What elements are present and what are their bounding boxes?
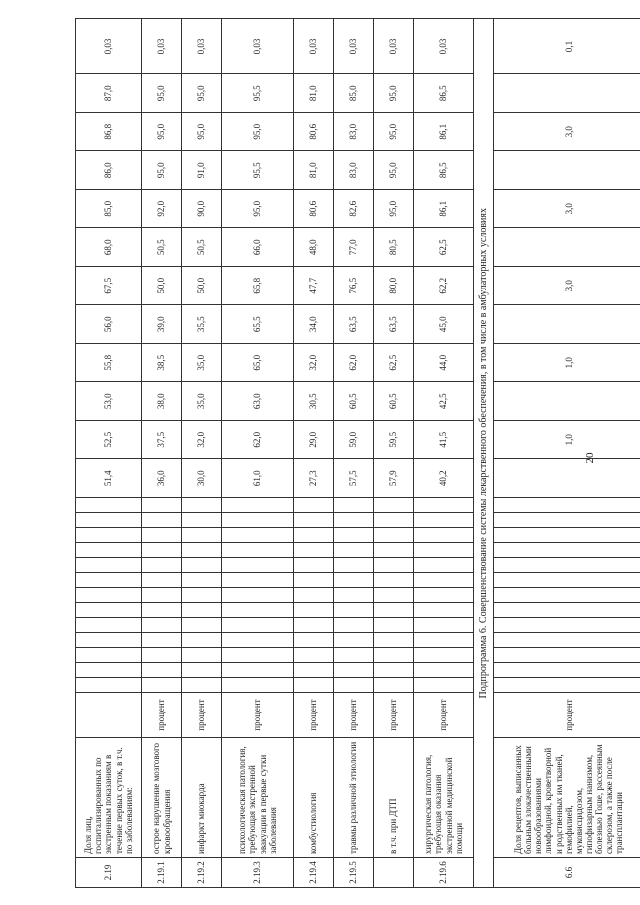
row-value [374, 498, 414, 513]
row-value [334, 513, 374, 528]
row-name: комбустиология [294, 738, 334, 858]
row-value: 86,0 [76, 151, 142, 190]
row-value [142, 558, 182, 573]
row-value [142, 648, 182, 663]
row-value: 95,0 [374, 74, 414, 113]
row-value: 66,0 [222, 228, 294, 267]
row-value [222, 513, 294, 528]
row-value: 62,2 [414, 267, 474, 306]
row-value [374, 543, 414, 558]
row-value [76, 573, 142, 588]
row-value [494, 498, 640, 513]
row-name: хирургическая патология, требующая оказания экстренной медицинской помощи [414, 738, 474, 858]
row-value [494, 228, 640, 267]
row-value [182, 663, 222, 678]
row-value [374, 633, 414, 648]
row-value [334, 603, 374, 618]
row-number: 6.6 [494, 858, 640, 888]
row-value [142, 603, 182, 618]
row-value [374, 588, 414, 603]
row-unit: процент [222, 693, 294, 738]
row-value: 0,03 [182, 19, 222, 74]
row-value: 51,4 [76, 459, 142, 498]
row-value [142, 618, 182, 633]
row-unit: процент [374, 693, 414, 738]
row-value: 65,5 [222, 305, 294, 344]
row-value: 59,0 [334, 421, 374, 460]
row-value [222, 528, 294, 543]
row-value: 50,0 [182, 267, 222, 306]
row-value: 81,0 [294, 151, 334, 190]
row-value: 92,0 [142, 190, 182, 229]
row-value [494, 305, 640, 344]
row-value: 50,5 [142, 228, 182, 267]
row-value: 0,03 [222, 19, 294, 74]
row-value: 35,0 [182, 344, 222, 383]
row-value: 90,0 [182, 190, 222, 229]
row-name: Доля лиц, госпитализированных по экстренным показаниям в течение первых суток, в т.ч. по заболеваниям: [76, 738, 142, 858]
table-row [494, 19, 640, 888]
row-value [374, 513, 414, 528]
row-value: 40,2 [414, 459, 474, 498]
row-value [334, 618, 374, 633]
row-value [374, 603, 414, 618]
row-value [414, 633, 474, 648]
row-value: 63,5 [374, 305, 414, 344]
row-value: 95,0 [222, 190, 294, 229]
row-value [182, 513, 222, 528]
table-row [374, 19, 414, 888]
row-value [494, 618, 640, 633]
row-value [142, 573, 182, 588]
row-name: в т.ч. при ДТП [374, 738, 414, 858]
row-unit: процент [294, 693, 334, 738]
row-value [182, 648, 222, 663]
row-value: 62,5 [414, 228, 474, 267]
row-value: 30,0 [182, 459, 222, 498]
row-value: 86,5 [414, 151, 474, 190]
table-row [76, 19, 142, 888]
row-value: 29,0 [294, 421, 334, 460]
row-value [414, 513, 474, 528]
row-unit: процент [142, 693, 182, 738]
table-body-top [76, 19, 474, 888]
row-value: 83,0 [334, 113, 374, 152]
row-value [294, 573, 334, 588]
row-value: 82,6 [334, 190, 374, 229]
row-value: 76,5 [334, 267, 374, 306]
row-value [334, 663, 374, 678]
row-value: 77,0 [334, 228, 374, 267]
row-number: 2.19.3 [222, 858, 294, 888]
row-value [294, 633, 334, 648]
row-value: 53,0 [76, 382, 142, 421]
row-unit: процент [414, 693, 474, 738]
row-value [294, 528, 334, 543]
row-value [222, 603, 294, 618]
row-value: 60,5 [374, 382, 414, 421]
row-value [494, 459, 640, 498]
row-number: 2.19.1 [142, 858, 182, 888]
row-value: 37,5 [142, 421, 182, 460]
row-value [222, 663, 294, 678]
row-value [334, 648, 374, 663]
row-value: 86,1 [414, 190, 474, 229]
row-number: 2.19.2 [182, 858, 222, 888]
row-value: 34,0 [294, 305, 334, 344]
row-value: 95,0 [222, 113, 294, 152]
row-value [222, 648, 294, 663]
row-value: 95,5 [222, 151, 294, 190]
row-value: 57,5 [334, 459, 374, 498]
row-value [494, 528, 640, 543]
row-value [76, 663, 142, 678]
row-value [494, 74, 640, 113]
row-value [334, 588, 374, 603]
row-value: 55,8 [76, 344, 142, 383]
row-value [182, 618, 222, 633]
row-value: 0,03 [374, 19, 414, 74]
row-value [414, 588, 474, 603]
row-value: 80,6 [294, 113, 334, 152]
row-value: 45,0 [414, 305, 474, 344]
row-value [222, 618, 294, 633]
row-value: 68,0 [76, 228, 142, 267]
row-value [142, 663, 182, 678]
table-row [414, 19, 474, 888]
row-value: 0,03 [294, 19, 334, 74]
page-number: 20 [584, 452, 596, 464]
row-value: 95,0 [142, 113, 182, 152]
row-value: 80,6 [294, 190, 334, 229]
row-value [76, 648, 142, 663]
table-row [142, 19, 182, 888]
row-value: 63,5 [334, 305, 374, 344]
row-value [294, 648, 334, 663]
row-value [142, 588, 182, 603]
row-value [76, 558, 142, 573]
row-value: 0,03 [142, 19, 182, 74]
row-value: 65,8 [222, 267, 294, 306]
row-value [182, 498, 222, 513]
row-value: 44,0 [414, 344, 474, 383]
table-row [222, 19, 294, 888]
row-value [294, 663, 334, 678]
row-value [294, 588, 334, 603]
row-value [494, 513, 640, 528]
row-value [414, 648, 474, 663]
row-value: 87,0 [76, 74, 142, 113]
row-value [222, 558, 294, 573]
row-value: 86,1 [414, 113, 474, 152]
row-value: 95,0 [374, 190, 414, 229]
row-value [414, 678, 474, 693]
row-value [334, 543, 374, 558]
row-value: 0,1 [494, 19, 640, 74]
row-unit [76, 693, 142, 738]
row-value: 32,0 [182, 421, 222, 460]
row-value: 95,0 [182, 113, 222, 152]
row-value [334, 573, 374, 588]
row-value: 27,3 [294, 459, 334, 498]
indicators-table [75, 19, 640, 889]
row-name: инфаркт миокарда [182, 738, 222, 858]
row-value [294, 513, 334, 528]
row-value [142, 528, 182, 543]
row-value: 81,0 [294, 74, 334, 113]
row-value: 80,5 [374, 228, 414, 267]
row-value: 3,0 [494, 190, 640, 229]
row-value [76, 618, 142, 633]
row-value [494, 648, 640, 663]
row-value: 95,0 [374, 113, 414, 152]
row-value [334, 498, 374, 513]
row-value: 1,0 [494, 421, 640, 460]
row-value [494, 573, 640, 588]
row-value [182, 588, 222, 603]
row-value [494, 558, 640, 573]
row-number: 2.19 [76, 858, 142, 888]
section-title: Подпрограмма 6. Совершенствование системы лекарственного обеспечения, в том числе в амбулаторных условиях [474, 19, 494, 888]
row-value: 3,0 [494, 267, 640, 306]
row-value [494, 633, 640, 648]
row-value: 59,5 [374, 421, 414, 460]
row-value: 63,0 [222, 382, 294, 421]
row-value [374, 663, 414, 678]
row-value [294, 603, 334, 618]
row-value: 35,0 [182, 382, 222, 421]
row-value [142, 633, 182, 648]
row-value [494, 543, 640, 558]
row-unit: процент [182, 693, 222, 738]
row-value [76, 498, 142, 513]
row-value: 91,0 [182, 151, 222, 190]
row-value [414, 618, 474, 633]
row-value [222, 573, 294, 588]
row-value [494, 663, 640, 678]
row-value: 95,0 [142, 74, 182, 113]
row-value [374, 648, 414, 663]
row-value: 50,5 [182, 228, 222, 267]
row-name: психологическая патология, требующая экстренной эвакуации в первые сутки заболевания [222, 738, 294, 858]
row-value [142, 498, 182, 513]
row-value: 3,0 [494, 113, 640, 152]
row-value [222, 678, 294, 693]
row-value: 67,5 [76, 267, 142, 306]
row-value: 86,8 [76, 113, 142, 152]
row-value: 95,5 [222, 74, 294, 113]
row-number [374, 858, 414, 888]
row-name: травмы различной этиологии [334, 738, 374, 858]
row-value: 38,5 [142, 344, 182, 383]
row-value [374, 528, 414, 543]
row-value [494, 588, 640, 603]
row-value [76, 543, 142, 558]
row-name: острое нарушение мозгового кровообращения [142, 738, 182, 858]
row-number: 2.19.6 [414, 858, 474, 888]
table-row [182, 19, 222, 888]
row-value: 57,9 [374, 459, 414, 498]
row-value: 52,5 [76, 421, 142, 460]
row-value: 60,5 [334, 382, 374, 421]
row-value: 41,5 [414, 421, 474, 460]
row-unit: процент [494, 693, 640, 738]
row-value: 83,0 [334, 151, 374, 190]
row-value: 30,5 [294, 382, 334, 421]
row-value: 39,0 [142, 305, 182, 344]
row-value [182, 543, 222, 558]
row-value [414, 528, 474, 543]
row-value [334, 678, 374, 693]
row-value [414, 558, 474, 573]
row-value [142, 678, 182, 693]
row-value: 62,5 [374, 344, 414, 383]
row-value: 42,5 [414, 382, 474, 421]
row-value: 85,0 [76, 190, 142, 229]
row-value [414, 573, 474, 588]
row-value: 62,0 [222, 421, 294, 460]
row-value: 1,0 [494, 344, 640, 383]
row-value: 65,0 [222, 344, 294, 383]
row-value [222, 633, 294, 648]
row-value: 38,0 [142, 382, 182, 421]
row-value [374, 573, 414, 588]
row-value [76, 513, 142, 528]
table-body-bottom [494, 19, 640, 888]
row-value: 56,0 [76, 305, 142, 344]
row-value [414, 543, 474, 558]
row-value [494, 678, 640, 693]
row-value: 95,0 [182, 74, 222, 113]
row-value [374, 678, 414, 693]
row-name: Доля рецептов, выписанных больным злокачественными новообразованиями лимфоидной, кроветворной и родственных им тканей, гемофилией, муковисцидозом, гипофизарным нанизмом, болезнью Гоше, рассеянным склерозом, а также после трансплантации [494, 738, 640, 858]
row-value [294, 543, 334, 558]
row-value: 0,03 [414, 19, 474, 74]
row-value [494, 603, 640, 618]
row-value [414, 663, 474, 678]
row-value: 85,0 [334, 74, 374, 113]
row-value [76, 678, 142, 693]
section-row [474, 19, 494, 888]
row-value [222, 588, 294, 603]
row-value [414, 603, 474, 618]
table-row [334, 19, 374, 888]
row-value [494, 382, 640, 421]
row-value [334, 558, 374, 573]
row-value [182, 603, 222, 618]
row-value: 48,0 [294, 228, 334, 267]
row-value [334, 633, 374, 648]
table-row [294, 19, 334, 888]
row-value: 50,0 [142, 267, 182, 306]
row-number: 2.19.4 [294, 858, 334, 888]
rotated-content [75, 38, 625, 888]
row-value [142, 513, 182, 528]
row-value [294, 618, 334, 633]
row-value [334, 528, 374, 543]
row-value: 61,0 [222, 459, 294, 498]
row-value [76, 603, 142, 618]
row-value [142, 543, 182, 558]
row-value [182, 558, 222, 573]
row-value [182, 633, 222, 648]
row-value: 86,5 [414, 74, 474, 113]
row-value [414, 498, 474, 513]
row-value: 32,0 [294, 344, 334, 383]
row-value [76, 588, 142, 603]
row-value: 0,03 [76, 19, 142, 74]
row-value [222, 498, 294, 513]
row-value [182, 678, 222, 693]
row-value: 47,7 [294, 267, 334, 306]
row-value [294, 678, 334, 693]
row-value: 0,03 [334, 19, 374, 74]
row-value: 80,0 [374, 267, 414, 306]
row-value: 36,0 [142, 459, 182, 498]
row-value [294, 498, 334, 513]
row-value: 35,5 [182, 305, 222, 344]
row-unit: процент [334, 693, 374, 738]
row-value [182, 573, 222, 588]
row-value [494, 151, 640, 190]
row-value: 62,0 [334, 344, 374, 383]
row-value [294, 558, 334, 573]
row-number: 2.19.5 [334, 858, 374, 888]
row-value [222, 543, 294, 558]
row-value [182, 528, 222, 543]
row-value [76, 528, 142, 543]
row-value [76, 633, 142, 648]
row-value: 95,0 [374, 151, 414, 190]
row-value: 95,0 [142, 151, 182, 190]
row-value [374, 618, 414, 633]
row-value [374, 558, 414, 573]
